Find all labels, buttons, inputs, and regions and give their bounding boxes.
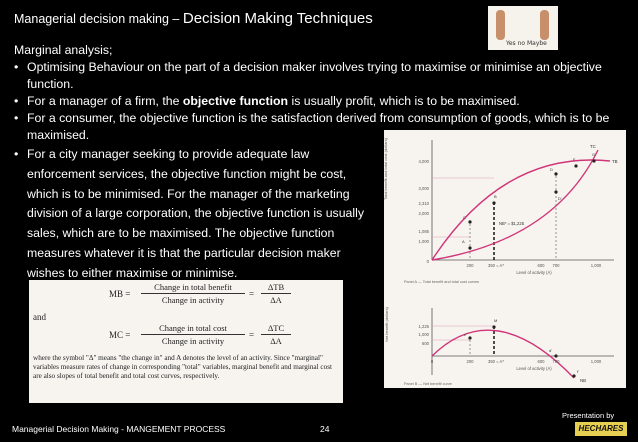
mc-delta-den: ΔA <box>270 336 282 346</box>
point-label: C <box>463 215 466 220</box>
bullet-line: enforcement services, the objective function might be cost, <box>27 166 347 181</box>
bullet-line: • For a city manager seeking to provide adequate law <box>27 147 310 161</box>
xtick: 600 <box>537 359 545 364</box>
title-dash: – <box>168 12 183 26</box>
ytick: 0 <box>426 259 429 264</box>
point-label: D' <box>558 196 562 201</box>
bullet-line: division of a large corporation, the objective function is usually <box>27 206 364 221</box>
nb-curve-label: NB <box>580 378 587 383</box>
top-xlabel: Level of activity (A) <box>516 270 552 275</box>
xtick: 600 <box>537 263 545 268</box>
panel-b <box>384 306 614 386</box>
bullet-line: measures whatever it is that the particular decision maker <box>27 245 341 260</box>
bullet-line: sales, which are to be maximised. The objective function <box>27 226 335 241</box>
point-label: d' <box>549 348 552 353</box>
ytick: 1,000 <box>418 332 429 337</box>
point-label: D <box>550 167 553 172</box>
ytick: 1,085 <box>418 229 429 234</box>
title-main: Managerial decision making <box>14 12 169 26</box>
hand-icon <box>496 10 505 40</box>
top-ylabel: Total benefit and total cost (dollars) <box>383 137 388 200</box>
and-text: and <box>33 312 46 322</box>
ytick: 1,000 <box>418 239 429 244</box>
bullet-line: which is to be minimised. For the manager of the marketing <box>27 186 350 201</box>
mc-numerator: Change in total cost <box>159 323 227 333</box>
point-label: M <box>494 318 498 323</box>
point-label: A <box>462 239 465 244</box>
presentation-by: Presentation by <box>562 411 615 420</box>
page-number: 24 <box>320 424 330 434</box>
ytick: 1,225 <box>418 324 429 329</box>
bullet-consumer: • For a consumer, the objective function is the satisfaction derived from consumption of goods, which is to be maximised. <box>14 110 626 144</box>
bullet-bold-text: objective function <box>182 94 289 108</box>
xtick: 1,000 <box>590 263 602 268</box>
xtick: 1,000 <box>590 359 602 364</box>
benefit-cost-graph <box>384 130 626 388</box>
point-label: G <box>592 152 596 157</box>
mc-lhs: MC = <box>109 330 131 340</box>
bullet-text: is usually profit, which is to be maximised. <box>288 94 520 108</box>
point-label: c' <box>464 332 467 337</box>
xtick: 350 = A* <box>488 359 504 364</box>
bottom-xlabel: Level of activity (A) <box>516 366 552 371</box>
benefit-cost-graph-image <box>384 130 626 388</box>
point-label: B <box>494 194 497 199</box>
marginal-formulas-image <box>29 280 343 403</box>
mb-lhs: MB = <box>109 289 131 299</box>
footer-text: Managerial Decision Making - MANGEMENT PROCESS <box>12 424 226 434</box>
xtick: 200 <box>466 263 474 268</box>
xtick: 700 <box>552 359 560 364</box>
formula-note: where the symbol "Δ" means "the change in" and A denotes the level of an activity. Since "marginal" variables measure rates of change in corresponding "total" variables, marginal benefit and marginal cost are also slopes of total benefit and total cost curves, respectively. <box>33 354 332 380</box>
hechares-logo: HECHARES <box>575 422 627 436</box>
mb-denominator: Change in activity <box>161 295 225 305</box>
xtick: 200 <box>466 359 474 364</box>
panel-a-caption: Panel A — Total benefit and total cost curves <box>404 280 480 284</box>
xtick: 350 = A* <box>488 263 504 268</box>
xtick: 700 <box>552 263 560 268</box>
bullet-text: For a manager of a firm, the <box>27 94 183 108</box>
ytick: 600 <box>422 341 429 346</box>
panel-a <box>383 137 618 284</box>
ytick: 2,000 <box>418 211 429 216</box>
hand-icon <box>540 10 549 40</box>
title-sub: Decision Making Techniques <box>182 10 373 27</box>
tb-curve-label: TB <box>612 159 618 164</box>
point-label: F <box>573 157 576 162</box>
mb-fraction <box>141 282 245 305</box>
point-label: f' <box>577 369 579 374</box>
intro-text: Marginal analysis; <box>14 43 113 57</box>
bullet-optimising: • Optimising Behaviour on the part of a decision maker involves trying to maximise or minimise an objective function. <box>14 59 626 93</box>
mb-numerator: Change in total benefit <box>154 282 232 292</box>
bullet-firm-manager <box>14 93 626 110</box>
slide-title <box>14 10 373 27</box>
bullet-city-manager <box>14 145 387 284</box>
mb-delta-num: ΔTB <box>267 282 285 292</box>
mc-fraction <box>141 323 245 346</box>
mc-delta-num: ΔTC <box>267 323 285 333</box>
ytick: 3,000 <box>418 186 429 191</box>
xtick: 0 <box>430 359 434 364</box>
ytick: 4,000 <box>418 159 429 164</box>
mb-delta-fraction <box>261 282 291 305</box>
mc-denominator: Change in activity <box>161 336 225 346</box>
ytick: 2,310 <box>418 201 429 206</box>
panel-b-caption: Panel B — Net benefit curve <box>404 382 452 386</box>
mb-delta-den: ΔA <box>270 295 282 305</box>
logo-caption: Yes no Maybe <box>506 40 547 47</box>
tc-curve-label: TC <box>590 144 596 149</box>
nb-star-label: NB* = $1,225 <box>499 221 525 226</box>
bullet-line: wishes to either maximise or minimise. <box>27 265 238 280</box>
mc-delta-fraction <box>261 323 291 346</box>
bottom-ylabel: Net benefit (dollars) <box>384 307 389 342</box>
mb-equals: = <box>249 289 255 299</box>
mc-equals: = <box>249 330 255 340</box>
